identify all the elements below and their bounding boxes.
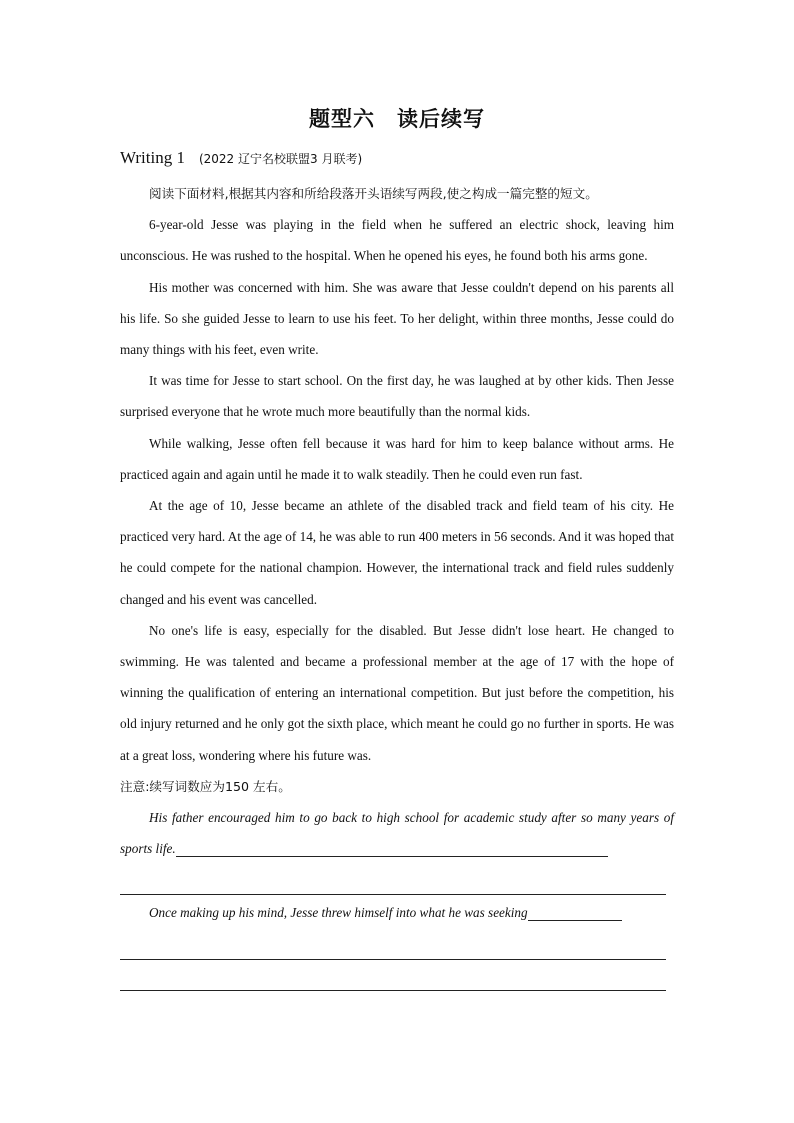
answer-line-1[interactable] xyxy=(120,864,666,895)
source-note: (2022 辽宁名校联盟3 月联考) xyxy=(198,152,363,166)
answer-blank-1[interactable] xyxy=(176,839,608,857)
paragraph-6: No one's life is easy, especially for the disabled. But Jesse didn't lose heart. He changed to swimming. He was talented and became a professional member at the age of 17 with the hope of winning the qualification of entering an international competition. But just before the competition, his old injury returned and he only got the sixth place, which meant he could go no further in sports. He was at a great loss, wondering where his future was. xyxy=(120,622,674,763)
writing-label: Writing 1 xyxy=(120,148,185,167)
word-count-note: 注意:续写词数应为150 左右。 xyxy=(120,778,291,794)
writing-heading xyxy=(120,148,362,169)
answer-line-2[interactable] xyxy=(120,929,666,960)
instruction: 阅读下面材料,根据其内容和所给段落开头语续写两段,使之构成一篇完整的短文。 xyxy=(149,186,598,201)
prompt-2-text: Once making up his mind, Jesse threw himself into what he was seeking xyxy=(149,905,528,921)
paragraph-4: While walking, Jesse often fell because it was hard for him to keep balance without arms. He practiced again and again until he made it to walk steadily. Then he could even run fast. xyxy=(120,435,674,482)
continuation-prompt-1 xyxy=(120,802,674,864)
answer-blank-2[interactable] xyxy=(528,903,622,921)
paragraph-1: 6-year-old Jesse was playing in the field when he suffered an electric shock, leaving him unconscious. He was rushed to the hospital. When he opened his eyes, he found both his arms gone. xyxy=(120,217,674,264)
page-title: 题型六 读后续写 xyxy=(309,107,485,131)
prompt-1-text: His father encouraged him to go back to high school for academic study after so many years of sports life. xyxy=(120,810,674,857)
continuation-prompt-2 xyxy=(120,897,674,928)
document-body xyxy=(120,178,674,991)
paragraph-3: It was time for Jesse to start school. On the first day, he was laughed at by other kids. Then Jesse surprised everyone that he wrote much more beautifully than the normal kids. xyxy=(120,373,674,420)
paragraph-2: His mother was concerned with him. She was aware that Jesse couldn't depend on his parents all his life. So she guided Jesse to learn to use his feet. To her delight, within three months, Jesse could do many things with his feet, even write. xyxy=(120,279,674,358)
answer-line-3[interactable] xyxy=(120,960,666,991)
paragraph-5: At the age of 10, Jesse became an athlete of the disabled track and field team of his city. He practiced very hard. At the age of 14, he was able to run 400 meters in 56 seconds. And it was hoped that he could compete for the national champion. However, the international track and field rules suddenly changed and his event was cancelled. xyxy=(120,498,674,607)
